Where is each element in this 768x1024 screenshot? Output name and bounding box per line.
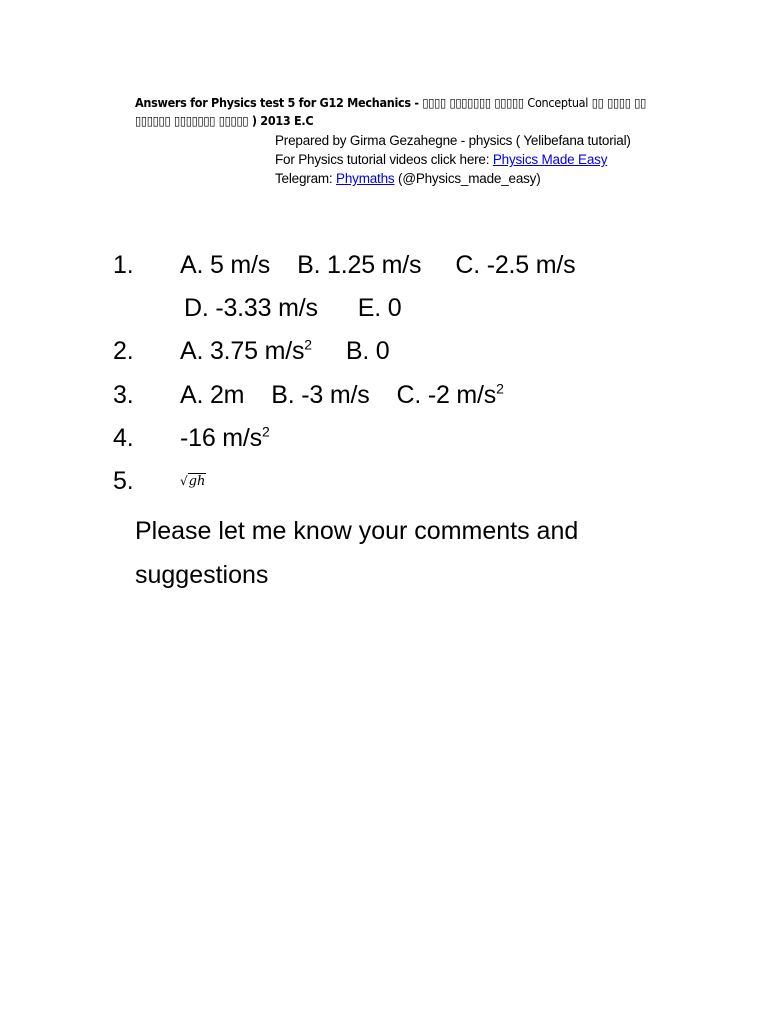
answer-5-formula <box>180 474 206 489</box>
answer-1b: B. 1.25 m/s <box>297 251 422 279</box>
answer-2a: A. 3.75 m/s <box>180 337 305 365</box>
physics-made-easy-link[interactable]: Physics Made Easy <box>492 152 608 167</box>
answer-5-number: 5. <box>113 467 134 495</box>
answer-3a: A. 2m <box>180 381 245 409</box>
document-title <box>135 94 675 130</box>
answer-3-parts <box>180 380 504 410</box>
answer-2-number: 2. <box>113 337 134 365</box>
answer-5-radicand: gh <box>188 474 206 489</box>
answer-4-text <box>180 423 270 453</box>
telegram-handle: (@Physics_made_easy) <box>394 171 541 186</box>
answer-1-number: 1. <box>113 251 134 279</box>
answer-2b: B. 0 <box>345 337 390 365</box>
answer-2a-exponent: 2 <box>304 336 312 353</box>
answer-4-value: -16 m/s <box>180 424 262 452</box>
answer-4-exponent: 2 <box>261 423 270 440</box>
telegram-prefix: Telegram: <box>275 171 337 186</box>
square-root-icon: √ <box>180 474 188 488</box>
prepared-by-line: Prepared by Girma Gezahegne - physics ( Yelibefana tutorial) <box>275 133 631 148</box>
answer-3-number: 3. <box>113 381 134 409</box>
title-conceptual-word: Conceptual <box>527 95 589 110</box>
title-tail-text: ▯▯ ▯▯▯▯ ▯▯ ▯▯▯▯▯▯ ▯▯▯▯▯▯▯ ▯▯▯▯▯ ) 2013 E.C <box>135 95 647 128</box>
answer-1c: C. -2.5 m/s <box>455 251 576 279</box>
title-bold-text: Answers for Physics test 5 for G12 Mechanics - ▯▯▯▯ ▯▯▯▯▯▯▯ ▯▯▯▯▯ <box>135 95 524 110</box>
answer-1-parts-de <box>184 293 401 323</box>
videos-line <box>275 151 607 169</box>
answer-4-number: 4. <box>113 424 134 452</box>
telegram-line <box>275 170 541 188</box>
answer-1a: A. 5 m/s <box>180 251 271 279</box>
videos-prefix: For Physics tutorial videos click here: <box>275 152 493 167</box>
answer-3c: C. -2 m/s <box>396 381 497 409</box>
answer-2-parts <box>180 336 390 366</box>
answer-1e: E. 0 <box>357 294 402 322</box>
answer-3c-exponent: 2 <box>496 380 504 397</box>
closing-message: Please let me know your comments and suggestions <box>135 517 579 589</box>
phymaths-link[interactable]: Phymaths <box>336 171 395 186</box>
answer-1-parts-abc <box>180 250 575 280</box>
answer-3b: B. -3 m/s <box>271 381 370 409</box>
answer-1d: D. -3.33 m/s <box>184 294 318 322</box>
